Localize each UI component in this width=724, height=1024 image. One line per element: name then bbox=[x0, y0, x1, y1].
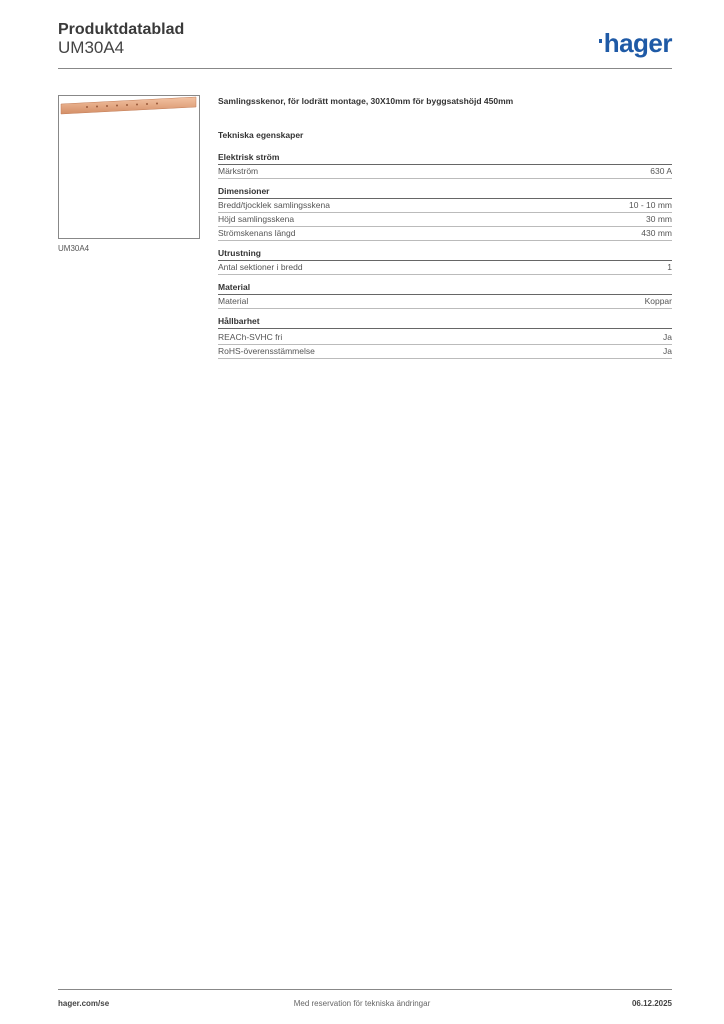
spec-label: Antal sektioner i bredd bbox=[218, 262, 303, 272]
spec-label: Bredd/tjocklek samlingsskena bbox=[218, 200, 330, 210]
group-title: Elektrisk ström bbox=[218, 152, 672, 165]
product-description: Samlingsskenor, för lodrätt montage, 30X10mm för byggsatshöjd 450mm bbox=[218, 96, 514, 106]
spec-value: Ja bbox=[663, 346, 672, 356]
spec-label: Höjd samlingsskena bbox=[218, 214, 295, 224]
spec-row bbox=[218, 165, 672, 179]
product-image bbox=[58, 95, 200, 239]
busbar-image bbox=[59, 96, 199, 238]
spec-section-title: Tekniska egenskaper bbox=[218, 130, 304, 140]
spec-row bbox=[218, 295, 672, 309]
page-title: Produktdatablad bbox=[58, 21, 185, 38]
spec-value: 430 mm bbox=[641, 228, 672, 238]
footer-date: 06.12.2025 bbox=[631, 999, 672, 1008]
image-caption: UM30A4 bbox=[58, 244, 90, 253]
spec-value: 1 bbox=[667, 262, 672, 272]
footer-divider bbox=[58, 989, 672, 990]
spec-row bbox=[218, 261, 672, 275]
spec-row bbox=[218, 331, 672, 345]
spec-value: 30 mm bbox=[646, 214, 672, 224]
logo-text: hager bbox=[603, 28, 672, 58]
group-title: Hållbarhet bbox=[218, 316, 672, 329]
hager-logo[interactable] bbox=[599, 28, 672, 59]
spec-group bbox=[218, 282, 672, 309]
spec-value: Koppar bbox=[644, 296, 672, 306]
spec-panel bbox=[218, 96, 672, 366]
spec-group bbox=[218, 316, 672, 359]
spec-row bbox=[218, 227, 672, 241]
product-code: UM30A4 bbox=[58, 38, 125, 57]
group-title: Material bbox=[218, 282, 672, 295]
spec-label: Märkström bbox=[218, 166, 259, 176]
logo-dot-icon bbox=[599, 39, 602, 43]
header-divider bbox=[58, 68, 672, 69]
spec-value: Ja bbox=[663, 332, 672, 342]
spec-row bbox=[218, 213, 672, 227]
spec-group bbox=[218, 152, 672, 179]
spec-label: RoHS-överensstämmelse bbox=[218, 346, 315, 356]
spec-group bbox=[218, 186, 672, 241]
footer-website-link[interactable]: hager.com/se bbox=[58, 999, 110, 1008]
spec-label: Material bbox=[218, 296, 249, 306]
spec-row bbox=[218, 199, 672, 213]
spec-group bbox=[218, 248, 672, 275]
spec-label: REACh-SVHC fri bbox=[218, 332, 283, 342]
footer-notice: Med reservation för tekniska ändringar bbox=[293, 999, 431, 1008]
group-title: Utrustning bbox=[218, 248, 672, 261]
spec-value: 10 - 10 mm bbox=[629, 200, 672, 210]
group-title: Dimensioner bbox=[218, 186, 672, 199]
spec-label: Strömskenans längd bbox=[218, 228, 296, 238]
spec-value: 630 A bbox=[650, 166, 672, 176]
spec-row bbox=[218, 345, 672, 359]
